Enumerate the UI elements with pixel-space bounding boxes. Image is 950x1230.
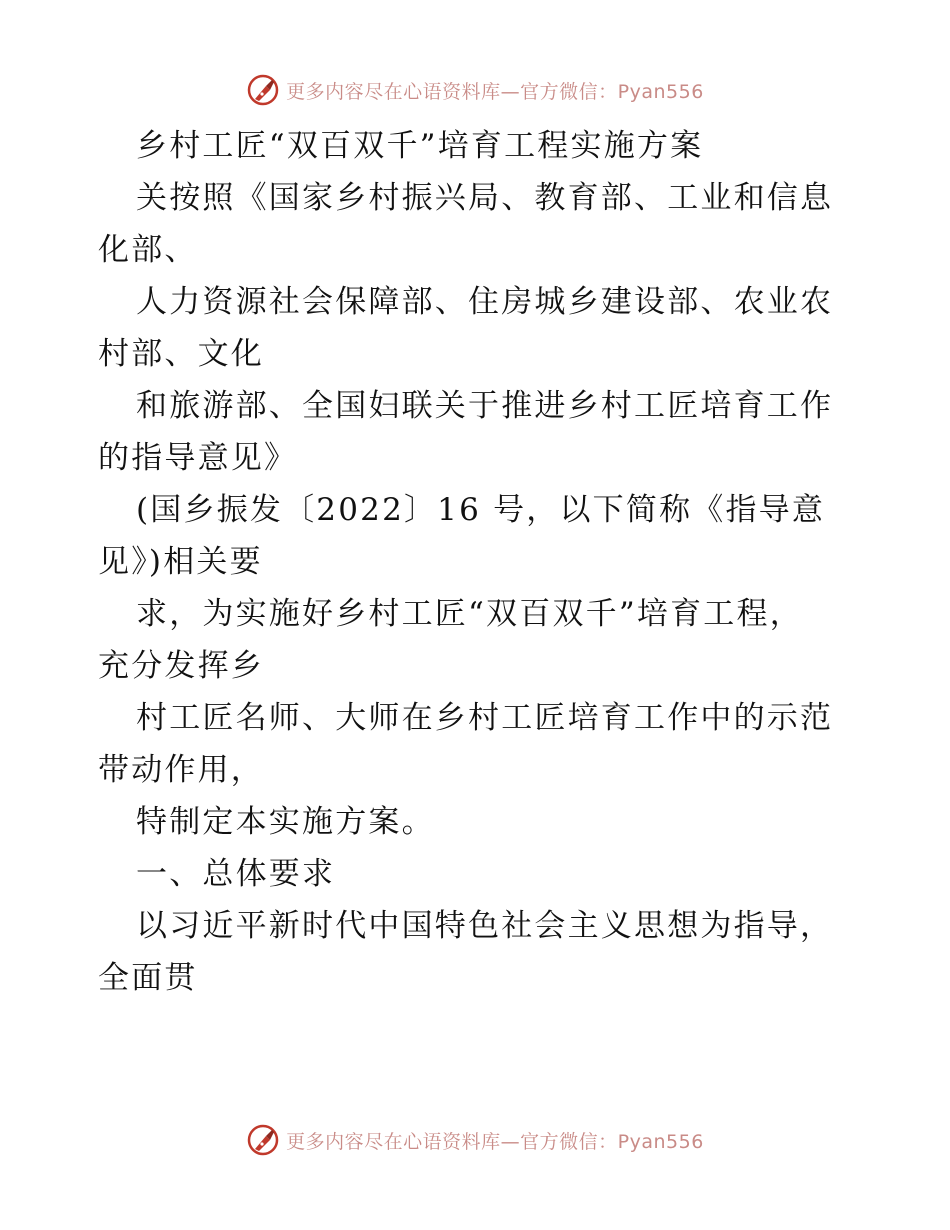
document-line: 求，为实施好乡村工匠“双百双千”培育工程， — [136, 596, 803, 632]
document-line: 和旅游部、全国妇联关于推进乡村工匠培育工作 — [136, 388, 834, 424]
document-line: 全面贯 — [98, 960, 198, 996]
document-line: 特制定本实施方案。 — [136, 804, 435, 840]
pen-nib-logo-icon — [246, 1123, 280, 1157]
watermark-text: 更多内容尽在心语资料库—官方微信：Pyan556 — [286, 80, 704, 103]
pen-nib-logo-icon — [246, 73, 280, 107]
watermark-text: 更多内容尽在心语资料库—官方微信：Pyan556 — [286, 1130, 704, 1153]
header-watermark-banner — [0, 70, 950, 110]
document-line: 乡村工匠“双百双千”培育工程实施方案 — [136, 128, 704, 164]
document-body — [98, 120, 858, 1004]
document-line: 见》)相关要 — [98, 544, 263, 580]
document-line: 化部、 — [98, 232, 198, 268]
document-line: 村部、文化 — [98, 336, 264, 372]
document-line: 村工匠名师、大师在乡村工匠培育工作中的示范 — [136, 700, 834, 736]
document-line: 一、总体要求 — [136, 856, 336, 892]
document-line: 以习近平新时代中国特色社会主义思想为指导， — [136, 908, 834, 944]
document-line: 充分发挥乡 — [98, 648, 264, 684]
footer-watermark-banner — [0, 1120, 950, 1160]
document-line: 关按照《国家乡村振兴局、教育部、工业和信息 — [136, 180, 834, 216]
document-line: (国乡振发〔2022〕16 号，以下简称《指导意 — [136, 492, 826, 528]
document-line: 人力资源社会保障部、住房城乡建设部、农业农 — [136, 284, 834, 320]
document-line: 的指导意见》 — [98, 440, 298, 476]
document-line: 带动作用， — [98, 752, 264, 788]
